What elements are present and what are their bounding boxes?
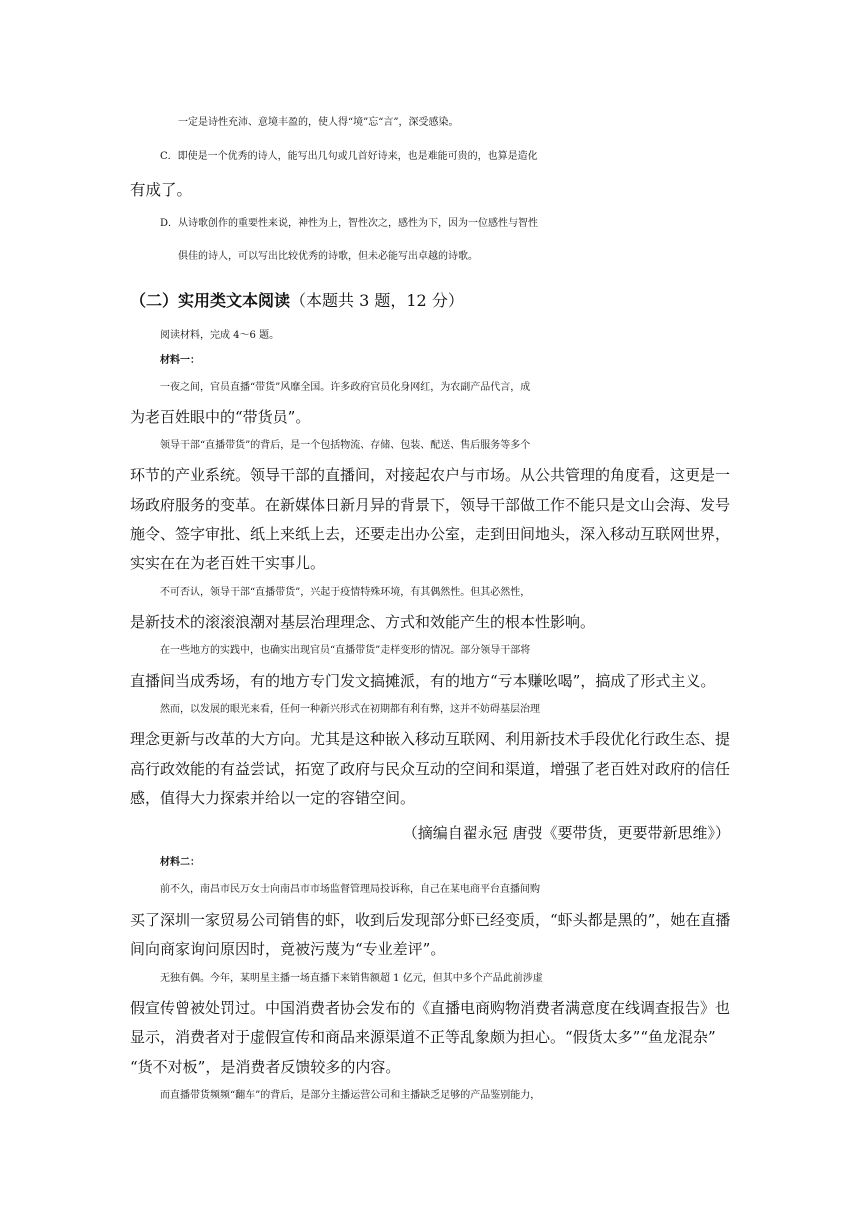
material-1-source: （摘编自翟永冠 唐弢《要带货，更要带新思维》） <box>402 824 730 842</box>
material-1-line: 感，值得大力探索并给以一定的容错空间。 <box>130 789 416 807</box>
material-2-line: “货不对板”，是消费者反馈较多的内容。 <box>130 1058 401 1076</box>
section-title: （二）实用类文本阅读 <box>130 291 291 310</box>
material-2-line: 假宣传曾被处罚过。中国消费者协会发布的《直播电商购物消费者满意度在线调查报告》也 <box>130 999 731 1017</box>
material-1-line: 不可否认，领导干部“直播带货”，兴起于疫情特殊环境，有其偶然性。但其必然性， <box>160 587 531 598</box>
section-instruction: 阅读材料，完成 4～6 题。 <box>160 330 280 341</box>
material-1-line: 领导干部“直播带货”的背后，是一个包括物流、存储、包装、配送、售后服务等多个 <box>160 440 531 451</box>
material-1-line: 高行政效能的有益尝试，拓宽了政府与民众互动的空间和渠道，增强了老百姓对政府的信任 <box>130 760 731 778</box>
material-2-line: 而直播带货频频“翻车”的背后，是部分主播运营公司和主播缺乏足够的产品鉴别能力， <box>160 1090 541 1101</box>
material-1-line: 环节的产业系统。领导干部的直播间，对接起农户与市场。从公共管理的角度看，这更是一 <box>130 466 731 484</box>
section-heading <box>130 291 730 311</box>
material-2-line: 无独有偶。今年，某明星主播一场直播下来销售额超 1 亿元，但其中多个产品此前涉虚 <box>160 973 543 984</box>
option-d-line-1: D．从诗歌创作的重要性来说，神性为上，智性次之，感性为下，因为一位感性与智性 <box>160 218 539 229</box>
material-2-line: 间向商家询问原因时，竟被污蔑为“专业差评”。 <box>130 940 446 958</box>
material-1-line: 然而，以发展的眼光来看，任何一种新兴形式在初期都有利有弊，这并不妨碍基层治理 <box>160 704 540 715</box>
material-1-label: 材料一： <box>160 355 200 366</box>
option-c-line-2: 有成了。 <box>130 181 193 199</box>
material-1-line: 实实在在为老百姓干实事儿。 <box>130 554 326 572</box>
material-1-line: 一夜之间，官员直播“带货”风靡全国。许多政府官员化身网红，为农副产品代言，成 <box>160 382 531 393</box>
material-1-line: 是新技术的滚滚浪潮对基层治理理念、方式和效能产生的根本性影响。 <box>130 613 596 631</box>
material-1-line: 为老百姓眼中的“带货员”。 <box>130 408 311 426</box>
material-1-line: 在一些地方的实践中，也确实出现官员“直播带货”走样变形的情况。部分领导干部将 <box>160 645 531 656</box>
material-1-line: 施令、签字审批、纸上来纸上去，还要走出办公室，走到田间地头，深入移动互联网世界， <box>130 525 731 543</box>
section-note: （本题共 3 题，12 分） <box>290 291 464 310</box>
material-2-line: 显示，消费者对于虚假宣传和商品来源渠道不正等乱象颇为担心。“假货太多”“鱼龙混杂” <box>130 1028 716 1046</box>
material-2-line: 前不久，南昌市民万女士向南昌市市场监督管理局投诉称，自己在某电商平台直播间购 <box>160 884 540 895</box>
option-c-line-1: C．即使是一个优秀的诗人，能写出几句或几首好诗来，也是难能可贵的，也算是造化 <box>160 151 538 162</box>
material-1-line: 直播间当成秀场，有的地方专门发文搞摊派，有的地方“亏本赚吆喝”，搞成了形式主义。 <box>130 672 716 690</box>
material-2-line: 买了深圳一家贸易公司销售的虾，收到后发现部分虾已经变质，“虾头都是黑的”，她在直播 <box>130 911 731 929</box>
material-1-line: 理念更新与改革的大方向。尤其是这种嵌入移动互联网、利用新技术手段优化行政生态、提 <box>130 730 731 748</box>
material-2-label: 材料二： <box>160 857 200 868</box>
option-b-continuation: 一定是诗性充沛、意境丰盈的，使人得“境”忘“言”，深受感染。 <box>178 117 459 128</box>
material-1-line: 场政府服务的变革。在新媒体日新月异的背景下，领导干部做工作不能只是文山会海、发号 <box>130 496 731 514</box>
option-d-line-2: 俱佳的诗人，可以写出比较优秀的诗歌，但未必能写出卓越的诗歌。 <box>178 251 478 262</box>
